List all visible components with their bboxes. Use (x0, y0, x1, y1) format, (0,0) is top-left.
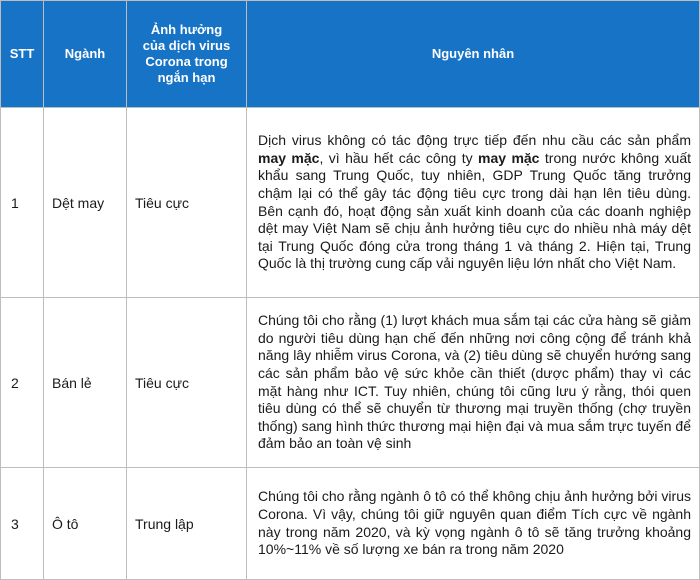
reason-text: , vì hầu hết các công ty (319, 149, 479, 166)
header-reason: Nguyên nhân (247, 1, 700, 108)
reason-emphasis: may mặc (258, 149, 320, 166)
row-sector: Bán lẻ (44, 298, 127, 468)
row-reason (247, 298, 700, 468)
header-impact-line: của dịch virus (142, 38, 231, 53)
header-impact-line: ngắn hạn (157, 70, 216, 85)
row-sector: Dệt may (44, 108, 127, 298)
row-stt: 2 (1, 298, 44, 468)
header-impact-line: Corona trong (145, 54, 228, 69)
row-stt: 1 (1, 108, 44, 298)
header-row (1, 1, 700, 108)
header-impact (127, 1, 247, 108)
table-row (1, 108, 700, 298)
reason-text: Chúng tôi cho rằng (1) lượt khách mua sắm tại các cửa hàng sẽ giảm do người tiêu dùng hạn chế đến những nơi công cộng để tránh khả năng lây nhiễm virus Corona, và (2) tiêu dùng sẽ chuyển hướng sang các sản phẩm bảo vệ sức khỏe cần thiết (dược phẩm) thay vì các mặt hàng như ICT. Tuy nhiên, chúng tôi cũng lưu ý rằng, thói quen tiêu dùng có thể sẽ chuyển từ thương mại truyền thống (chợ truyền thống) sang hình thức thương mại hiện đại và mua sắm trực tuyến để đảm bảo an toàn vệ sinh (258, 312, 691, 452)
row-impact: Tiêu cực (127, 108, 247, 298)
reason-text: trong nước không xuất khẩu sang Trung Quốc, tuy nhiên, GDP Trung Quốc tăng trưởng chậm lại có thể gây tác động tiêu cực trong dài hạn lên tiêu dùng. Bên cạnh đó, hoạt động sản xuất kinh doanh của các doanh nghiệp dệt may Việt Nam sẽ chịu ảnh hưởng tiêu cực do nhiều nhà máy dệt tại Trung Quốc đóng cửa trong tháng 1 và tháng 2. Hiện tại, Trung Quốc là thị trường cung cấp vải nguyên liệu lớn nhất cho Việt Nam. (258, 149, 691, 272)
reason-emphasis: may mặc (478, 149, 540, 166)
row-impact: Trung lập (127, 468, 247, 580)
row-reason (247, 108, 700, 298)
row-sector: Ô tô (44, 468, 127, 580)
row-reason (247, 468, 700, 580)
header-impact-line: Ảnh hưởng (150, 22, 223, 37)
row-stt: 3 (1, 468, 44, 580)
table-header (1, 1, 700, 108)
reason-text: Chúng tôi cho rằng ngành ô tô có thể không chịu ảnh hưởng bởi virus Corona. Vì vậy, chúng tôi giữ nguyên quan điểm Tích cực về ngành này trong năm 2020, và kỳ vọng ngành ô tô sẽ tăng trưởng khoảng 10%~11% về số lượng xe bán ra trong năm 2020 (258, 488, 691, 558)
reason-text: Dịch virus không có tác động trực tiếp đến nhu cầu các sản phẩm (258, 132, 691, 149)
header-sector: Ngành (44, 1, 127, 108)
table-row (1, 468, 700, 580)
header-stt: STT (1, 1, 44, 108)
table-body (1, 108, 700, 580)
table-row (1, 298, 700, 468)
row-impact: Tiêu cực (127, 298, 247, 468)
